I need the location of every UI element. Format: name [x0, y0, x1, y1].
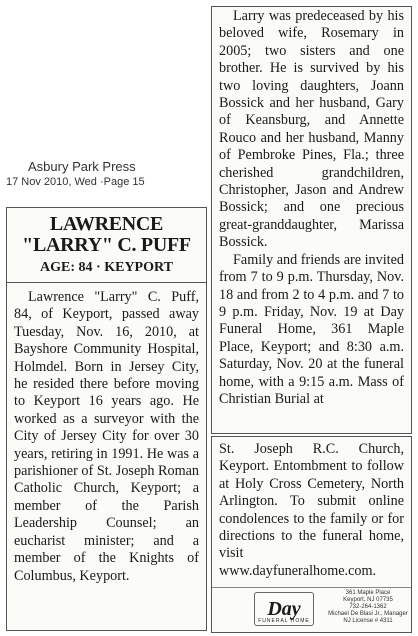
obituary-clip-1 — [6, 207, 207, 631]
clipping-source — [6, 158, 206, 189]
funeral-home-ad — [212, 587, 411, 632]
obituary-clip-3 — [211, 436, 412, 633]
obituary-age-location: AGE: 84 · KEYPORT — [7, 259, 206, 283]
funeral-home-phone: 732-264-1362 — [349, 604, 387, 610]
publication-date: 17 Nov 2010, Wed ·Page 15 — [6, 176, 145, 188]
obituary-survivors-paragraph: Larry was predeceased by his beloved wife, Rosemary in 2005; two sisters and one brother. He is survived by his two loving daughters, Joann Bossick and her husband, Gary of Keansburg, and Annette Rouco and her husband, Manny of Pembroke Pines, Fla.; three cherished grandchildren, Christopher, Jason and Andrew Bossick; and one precious great-granddaughter, Marissa Bossick. — [219, 8, 404, 251]
funeral-home-address2: Keyport, NJ 07735 — [343, 597, 393, 603]
publication-name: Asbury Park Press — [28, 159, 136, 174]
funeral-home-info — [328, 590, 408, 625]
funeral-home-license: NJ License # 4311 — [343, 618, 393, 624]
funeral-home-logo-tag: FUNERAL HOME — [258, 618, 310, 624]
obituary-services-paragraph: Family and friends are invited from 7 to 9 p.m. Thursday, Nov. 18 and from 2 to 4 p.m. and 7 to 9 p.m. Friday, Nov. 19 at Day Funeral Home, 361 Maple Place, Keyport; and 8:30 a.m. Saturday, Nov. 20 at the funeral home, with a 9:15 a.m. Mass of Christian Burial at — [219, 251, 404, 407]
obituary-clip-2 — [211, 6, 412, 434]
obituary-name: LAWRENCE "LARRY" C. PUFF — [22, 213, 191, 256]
funeral-home-logo — [254, 592, 314, 626]
obituary-text-col1: Lawrence "Larry" C. Puff, 84, of Keyport, passed away Tuesday, Nov. 16, 2010, at Bayshore Community Hospital, Holmdel. Born in Jersey City, he resided there before moving to Keyport 16 years ago. He worked as a surveyor with the City of Jersey City for over 30 years, retiring in 1991. He was a parishioner of St. Joseph Roman Catholic Church, Keyport; a member of the Parish Leadership Counsel; an eucharist minister; and a member of the Knights of Columbus, Keyport. — [14, 289, 199, 584]
funeral-home-manager: Michael De Blasi Jr., Manager — [328, 611, 408, 617]
funeral-home-logo-mark: Day — [267, 597, 301, 620]
funeral-home-address1: 361 Maple Place — [345, 590, 391, 596]
obituary-text-col3: St. Joseph R.C. Church, Keyport. Entombment to follow at Holy Cross Cemetery, North Arlington. To submit online condolences to the family or for directions to the funeral home, visit www.dayfuneralhome.com. — [219, 441, 404, 579]
